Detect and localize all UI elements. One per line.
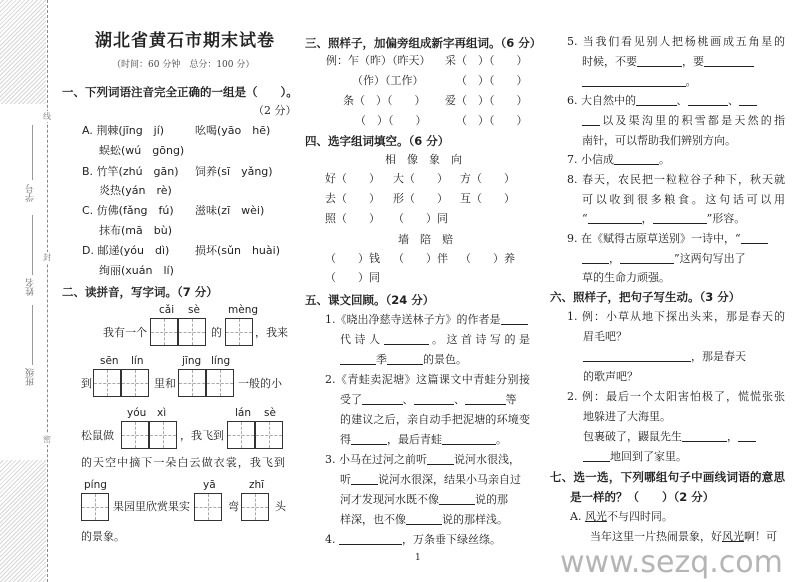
answer-blank[interactable]	[340, 352, 376, 365]
section-1-score: （2 分）	[253, 104, 297, 117]
section-1-heading: 一、下列词语注音完全正确的一组是（ ）。	[62, 85, 298, 99]
question-line[interactable]: 季 的景色。	[340, 352, 467, 368]
exam-info: （时间：60 分钟 总分：100 分）	[112, 60, 255, 70]
name-line[interactable]	[32, 215, 33, 275]
section-4-heading: 四、选字组词填空。（6 分）	[305, 134, 450, 148]
answer-blank[interactable]	[614, 152, 659, 165]
page-title: 湖北省黄石市期末试卷	[95, 31, 275, 51]
sentence-text: 头	[275, 500, 286, 513]
answer-blank[interactable]	[741, 231, 768, 244]
answer-blank[interactable]	[339, 532, 402, 545]
section-7-heading-cont: 是一样的？（ ）（2 分）	[570, 490, 715, 504]
pinyin: sēn	[100, 355, 119, 367]
option-a-sentence-2	[590, 529, 777, 545]
sentence-text: 的天空中摘下一朵白云做衣裳，我飞到	[81, 456, 285, 469]
answer-blank[interactable]	[582, 74, 686, 87]
sentence-text: 果园里欣赏果实	[113, 500, 190, 513]
option-a[interactable]	[570, 509, 673, 525]
pinyin: píng	[84, 479, 107, 491]
writing-box[interactable]	[194, 493, 222, 521]
character-group-1: 相 像 象 向	[385, 153, 462, 166]
example-line: 地躲进了大海里。	[583, 410, 671, 423]
question-line[interactable]: ， ”这两句写出了	[582, 251, 746, 267]
pinyin: xì	[157, 407, 167, 419]
question-line[interactable]: 受了 、 、 等	[340, 393, 517, 406]
cut-line	[47, 0, 48, 582]
answer-blank[interactable]	[406, 512, 442, 525]
writing-box[interactable]	[81, 493, 109, 521]
writing-box[interactable]	[178, 318, 206, 346]
pinyin: jīng	[182, 355, 202, 367]
example-row: 例：乍（昨）（昨天）	[326, 54, 431, 67]
sentence-text: 当年这里一片热闹景象，好	[590, 530, 722, 543]
fill-item[interactable]: （ ）同	[325, 271, 380, 284]
seal-line-label: 线	[43, 112, 51, 121]
question-line[interactable]: 样深，也不像 说的那样浅。	[340, 513, 508, 526]
answer-blank[interactable]	[583, 449, 610, 462]
answer-blank[interactable]	[351, 472, 378, 485]
question-line[interactable]: 3. 小马在过河之前听 说河水很浅，	[325, 453, 520, 466]
question-line[interactable]: 7. 小信成 。	[567, 153, 670, 166]
section-2-heading: 二、读拼音，写字词。（7 分）	[62, 285, 218, 299]
fill-item[interactable]: 大（ ）	[393, 172, 448, 185]
sentence-text: 松鼠做	[81, 429, 114, 442]
sentence-text: 啊！可	[744, 530, 777, 543]
section-5-heading: 五、课文回顾。（24 分）	[305, 293, 435, 307]
example-row: （作）（工作）	[352, 74, 424, 87]
student-id-label: 学号	[26, 184, 36, 202]
answer-blank[interactable]	[442, 432, 496, 445]
writing-box[interactable]	[178, 369, 206, 397]
question-line[interactable]: 得 ，最后青蛙 。	[340, 433, 507, 446]
answer-blank[interactable]	[583, 349, 691, 362]
question-line: 2.《青蛙卖泥塘》这篇课文中青蛙分别接	[325, 373, 530, 386]
pinyin: sè	[264, 407, 276, 419]
underlined-word: 风光	[584, 510, 607, 523]
answer-blank[interactable]	[351, 432, 387, 445]
sentence-text: 一般的小	[238, 377, 282, 390]
answer-blank[interactable]	[384, 332, 429, 345]
fill-item[interactable]: 去（ ）	[325, 192, 380, 205]
pinyin: sè	[188, 304, 200, 316]
example-line: 2. 例：最后一个太阳害怕极了，慌慌张张	[567, 390, 785, 403]
page-number: 1	[415, 553, 421, 563]
option-c-word2: 滋味(zī wèi)	[195, 204, 265, 217]
seal-close-label: 密	[43, 435, 51, 444]
pinyin: yā	[203, 479, 216, 491]
answer-blank[interactable]	[582, 113, 600, 126]
option-c-word3: 抹布(mā bù)	[99, 224, 172, 237]
sentence-text: 的景象。	[81, 530, 125, 543]
question-line[interactable]: “ ， ”形容。	[582, 212, 746, 225]
option-d-word3: 绚丽(xuán lí)	[99, 264, 174, 277]
answer-blank[interactable]	[704, 54, 754, 67]
question-line: 5. 当我们看见别人把杨桃画成五角星的	[567, 35, 785, 48]
question-line[interactable]: 时候，不要 ，要	[582, 54, 754, 70]
writing-box[interactable]	[149, 421, 177, 449]
question-line[interactable]: 听 说河水很深，结果小马亲自过	[340, 473, 521, 486]
question-line[interactable]: 代诗人 。这首诗写的是	[340, 333, 530, 346]
fill-row[interactable]: 采（ ）（ ）	[445, 54, 528, 67]
answer-blank[interactable]	[582, 251, 609, 264]
sentence-text: 的	[211, 326, 222, 339]
sentence-text: 弯	[228, 500, 239, 513]
answer-blank[interactable]	[636, 93, 677, 106]
sentence-text: 到	[81, 377, 92, 390]
option-d-word2: 损坏(sǔn huài)	[195, 244, 280, 257]
section-6-heading: 六、照样子，把句子写生动。（3 分）	[550, 290, 741, 304]
hatch-bottom	[0, 460, 46, 582]
answer-blank[interactable]	[620, 251, 674, 264]
option-a[interactable]: A. 荆棘(jīng jí)	[82, 124, 165, 137]
pinyin: lín	[131, 355, 144, 367]
fill-item[interactable]: （ ）养	[460, 252, 515, 265]
option-a-text: 不与四时同。	[606, 510, 673, 523]
answer-blank[interactable]	[387, 352, 423, 365]
pinyin: cǎi	[159, 304, 175, 316]
name-label: 姓名	[26, 278, 36, 296]
pinyin: lán	[235, 407, 252, 419]
option-a-word2: 吆喝(yāo hē)	[195, 124, 271, 137]
question-line[interactable]: 以及渠沟里的积雪都是天然的指	[582, 113, 785, 129]
option-a-prefix: A.	[570, 510, 585, 523]
writing-box[interactable]	[227, 421, 255, 449]
writing-box[interactable]	[225, 318, 253, 346]
writing-box[interactable]	[121, 369, 149, 397]
option-a-word3: 蜈蚣(wú gōng)	[99, 144, 185, 157]
student-id-line[interactable]	[32, 125, 33, 180]
class-label: 班级	[26, 368, 36, 386]
fill-item[interactable]: 方（ ）	[460, 172, 515, 185]
question-line: 的建议之后，亲自动手把泥塘的环境变	[340, 413, 530, 426]
answer-blank[interactable]	[414, 392, 455, 405]
answer-blank[interactable]	[738, 429, 756, 442]
question-line: 南针，可以帮助我们辨别方向。	[582, 134, 736, 147]
answer-line[interactable]: 包裹破了，鼹鼠先生 ，	[583, 429, 756, 445]
answer-line[interactable]: ，那是春天	[583, 349, 746, 365]
writing-box[interactable]	[121, 421, 149, 449]
example-line: 眉毛吧？	[583, 330, 627, 343]
answer-blank[interactable]	[739, 93, 757, 106]
question-line[interactable]: 9. 在《赋得古原草送别》一诗中，“	[567, 231, 768, 247]
section-3-heading: 三、照样子，加偏旁组成新字再组词。（6 分）	[305, 36, 542, 50]
question-line: 可以收到很多粮食。这句话可以用	[582, 193, 785, 206]
fill-item[interactable]: （ ）钱	[325, 252, 380, 265]
section-7-heading: 七、选一选，下列哪组句子中画线词语的意思	[550, 470, 785, 484]
fill-row[interactable]: 爱（ ）（ ）	[445, 94, 528, 107]
answer-blank[interactable]	[653, 211, 707, 224]
underlined-word: 风光	[722, 530, 744, 543]
sentence-text: ，我飞到	[180, 429, 224, 442]
fill-row[interactable]: （ ）（ ）	[456, 74, 528, 87]
fill-row[interactable]: （ ）（ ）	[456, 114, 528, 127]
sentence-text: 我有一个	[103, 326, 147, 339]
answer-blank[interactable]	[682, 429, 727, 442]
answer-blank[interactable]	[588, 211, 642, 224]
fill-item[interactable]: 形（ ）	[393, 192, 448, 205]
example-line: 1. 例：小草从地下探出头来，那是春天的	[567, 310, 785, 323]
pinyin: zhī	[249, 479, 265, 491]
question-line: 8. 春天，农民把一粒粒谷子种下，秋天就	[567, 173, 785, 186]
fill-item[interactable]: 互（ ）	[460, 192, 515, 205]
answer-blank[interactable]	[465, 392, 506, 405]
pinyin: líng	[211, 355, 231, 367]
pinyin: mèng	[228, 304, 259, 316]
fill-item[interactable]: 好（ ）	[325, 172, 380, 185]
option-b-word2: 饲养(sī yǎng)	[195, 165, 273, 178]
answer-blank[interactable]	[439, 492, 475, 505]
writing-box[interactable]	[150, 318, 178, 346]
fill-item[interactable]: （ ）伴	[393, 252, 448, 265]
answer-line: 的歌声吧？	[583, 370, 638, 383]
option-c[interactable]: C. 仿佛(fǎng fú)	[82, 204, 174, 217]
question-line[interactable]: 6. 大自然中的 、 、	[567, 93, 757, 109]
fill-item[interactable]: 照（ ）	[325, 212, 380, 225]
writing-box[interactable]	[255, 421, 283, 449]
sentence-text: ，我来	[255, 326, 288, 339]
option-b-word3: 炎热(yán rè)	[99, 184, 172, 197]
option-d[interactable]: D. 邮递(yóu dì)	[82, 244, 170, 257]
hatch-top	[0, 0, 46, 104]
writing-box[interactable]	[206, 369, 234, 397]
writing-box[interactable]	[93, 369, 121, 397]
option-b[interactable]: B. 竹竿(zhú gān)	[82, 165, 179, 178]
question-line[interactable]: 1.《晓出净慈寺送林子方》的作者是	[325, 312, 528, 328]
question-line[interactable]: 河才发现河水既不像 说的那	[340, 493, 508, 506]
writing-box[interactable]	[241, 493, 269, 521]
class-line[interactable]	[32, 305, 33, 365]
answer-blank[interactable]	[427, 452, 454, 465]
pinyin: yóu	[127, 407, 147, 419]
sentence-text: 里和	[154, 377, 176, 390]
answer-blank[interactable]	[688, 93, 729, 106]
watermark: www.sezq.com	[560, 545, 783, 580]
fill-item[interactable]: （ ）同	[393, 212, 448, 225]
question-line[interactable]: 。	[582, 74, 697, 90]
fill-row[interactable]: 条（ ）（ ）	[343, 94, 426, 107]
seal-seal-label: 封	[43, 253, 51, 262]
answer-line[interactable]: 地回到了家里。	[583, 449, 687, 465]
question-line: 草的生命力顽强。	[582, 271, 670, 284]
question-line[interactable]: 4. ，万条垂下绿丝绦。	[325, 533, 501, 546]
answer-blank[interactable]	[501, 312, 528, 325]
character-group-2: 墙 陪 赔	[398, 233, 453, 246]
answer-blank[interactable]	[637, 54, 682, 67]
fill-row[interactable]: （ ）（ ）	[355, 114, 427, 127]
answer-blank[interactable]	[362, 392, 403, 405]
